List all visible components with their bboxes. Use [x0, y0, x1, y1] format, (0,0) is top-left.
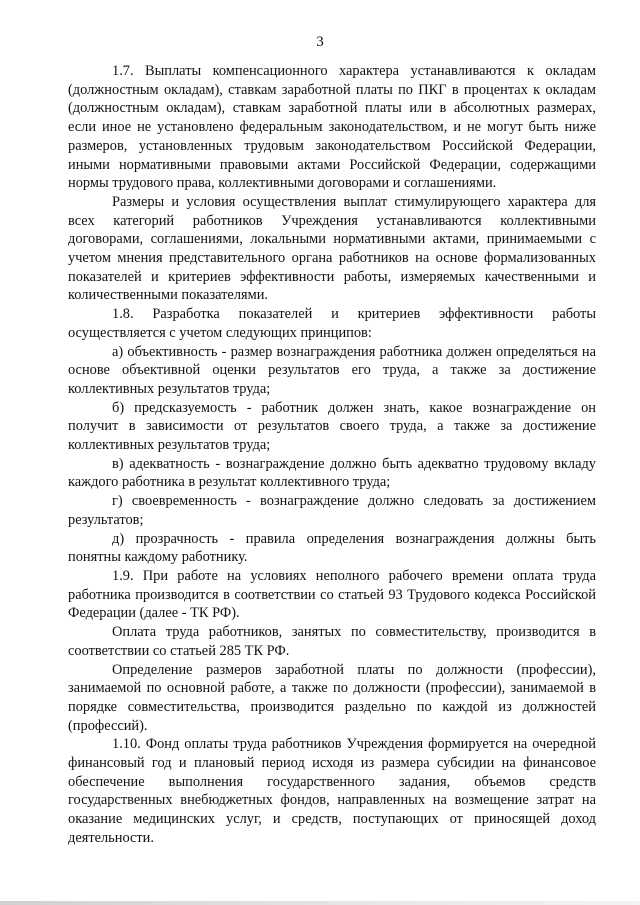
paragraph-salary-determination: Определение размеров заработной платы по должности (профессии), занимаемой по основной работе, а также по должности (профессии), занимаемой в порядке совместительства, производится раздельно по каждой из должностей (профессий).	[68, 661, 596, 734]
principle-transparency: д) прозрачность - правила определения вознаграждения должны быть понятны каждому работнику.	[68, 530, 596, 566]
paragraph-1-8: 1.8. Разработка показателей и критериев эффективности работы осуществляется с учетом следующих принципов:	[68, 306, 596, 341]
document-body	[68, 62, 596, 848]
principle-predictability: б) предсказуемость - работник должен знать, какое вознаграждение он получит в зависимости от результатов своего труда, а также за достижение коллективных результатов труда;	[68, 399, 596, 454]
paragraph-part-time-pay: Оплата труда работников, занятых по совместительству, производится в соответствии со статьей 285 ТК РФ.	[68, 624, 596, 659]
scan-bottom-edge	[0, 901, 640, 905]
principle-objectivity: а) объективность - размер вознаграждения работника должен определяться на основе объективной оценки результатов его труда, а также за достижение коллективных результатов труда;	[68, 343, 596, 397]
page-number: 3	[316, 34, 324, 50]
paragraph-1-10: 1.10. Фонд оплаты труда работников Учреждения формируется на очередной финансовый год и плановый период исходя из размера субсидии на финансовое обеспечение выполнения государственного задания, объемов средств государственных внебюджетных фондов, направленных на возмещение затрат на оказание медицинских услуг, и средств, поступающих от приносящей доход деятельности.	[68, 736, 596, 846]
paragraph-incentive-payments: Размеры и условия осуществления выплат стимулирующего характера для всех категорий работников Учреждения устанавливаются коллективными договорами, соглашениями, локальными нормативными актами, принимаемыми с учетом мнения представительного органа работников на основе формализованных показателей и критериев эффективности работы, измеряемых качественными и количественными показателями.	[68, 193, 596, 304]
principle-adequacy: в) адекватность - вознаграждение должно быть адекватно трудовому вкладу каждого работника в результат коллективного труда;	[68, 455, 596, 491]
paragraph-1-7: 1.7. Выплаты компенсационного характера устанавливаются к окладам (должностным окладам), ставкам заработной платы по ПКГ в процентах к окладам (должностным окладам), ставкам заработной платы или в абсолютных размерах, если иное не установлено федеральным законодательством, и не могут быть ниже размеров, установленных трудовым законодательством Российской Федерации, иными нормативными правовыми актами Российской Федерации, содержащими нормы трудового права, коллективными договорами и соглашениями.	[68, 63, 596, 192]
paragraph-1-9: 1.9. При работе на условиях неполного рабочего времени оплата труда работника производится в соответствии со статьей 93 Трудового кодекса Российской Федерации (далее - ТК РФ).	[68, 567, 596, 622]
principle-timeliness: г) своевременность - вознаграждение должно следовать за достижением результатов;	[68, 493, 596, 528]
